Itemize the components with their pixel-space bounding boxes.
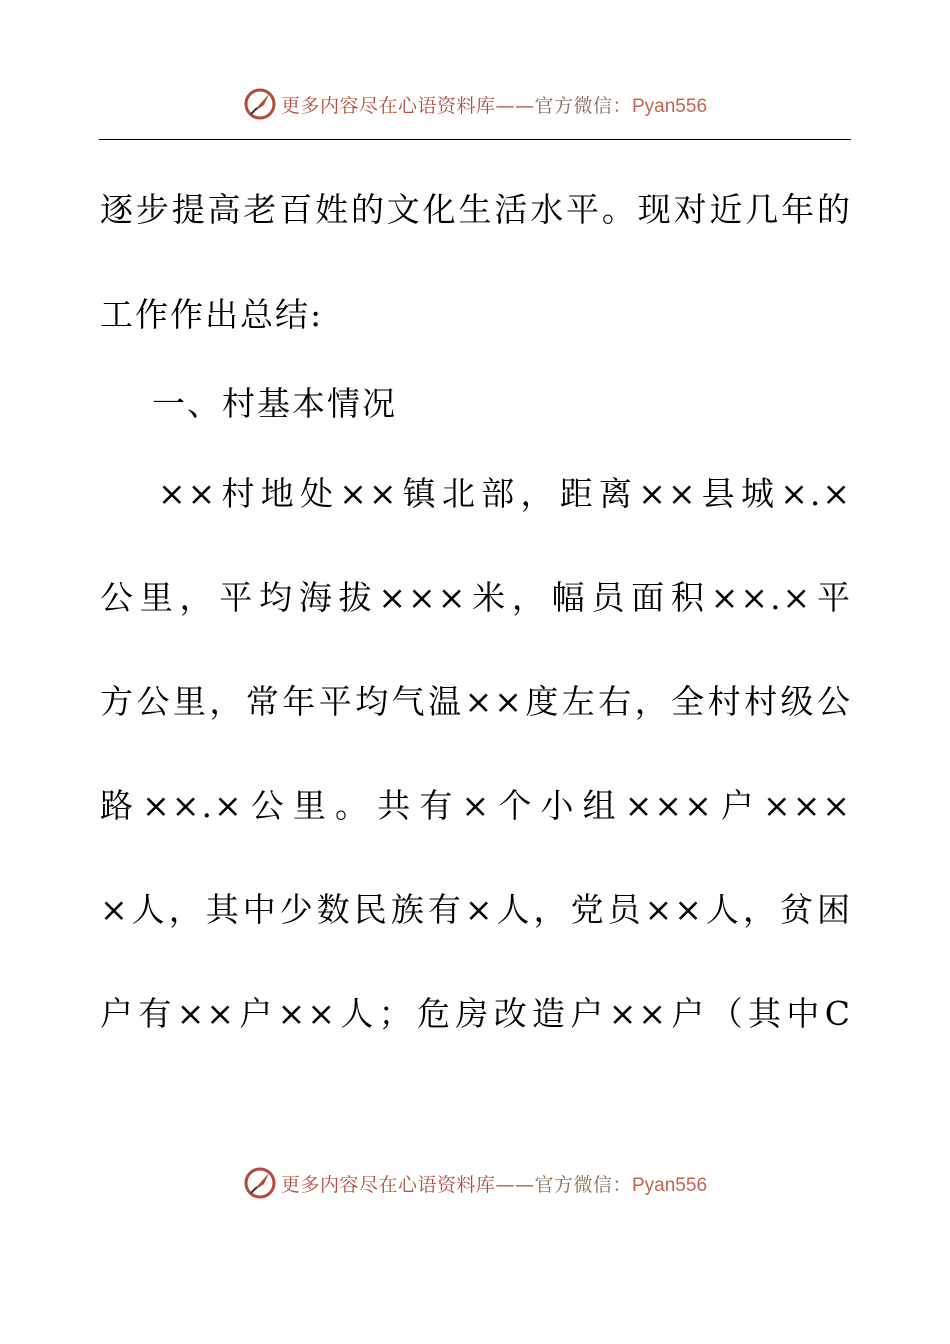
section-heading: 一、村基本情况	[152, 384, 397, 423]
body-line-8: ×人，其中少数民族有×人，党员××人，贫困	[100, 890, 852, 929]
body-line-1: 逐步提高老百姓的文化生活水平。现对近几年的	[100, 190, 852, 229]
quill-logo-icon	[243, 1166, 277, 1200]
body-line-4: ××村地处××镇北部，距离××县城×.×	[158, 474, 852, 513]
body-line-5: 公里，平均海拔×××米，幅员面积××.×平	[100, 578, 852, 617]
header-wechat-label: 官方微信：	[534, 94, 632, 117]
footer-watermark-text	[281, 1170, 707, 1197]
quill-logo-icon	[243, 87, 277, 121]
footer-watermark	[0, 1163, 950, 1203]
header-brand-text: 更多内容尽在心语资料库	[280, 94, 496, 117]
header-watermark	[0, 84, 950, 124]
body-line-6: 方公里，常年平均气温××度左右，全村村级公	[100, 682, 852, 721]
footer-separator: ——	[495, 1173, 535, 1196]
footer-wechat-label: 官方微信：	[534, 1173, 632, 1196]
header-wechat-id: Pyan556	[632, 95, 708, 117]
body-line-9: 户有××户××人；危房改造户××户（其中C	[100, 994, 852, 1033]
header-watermark-text	[281, 91, 707, 118]
body-line-7: 路××.×公里。共有×个小组×××户×××	[100, 786, 852, 825]
footer-brand-text: 更多内容尽在心语资料库	[280, 1173, 496, 1196]
header-rule	[99, 139, 851, 140]
header-separator: ——	[495, 94, 535, 117]
footer-wechat-id: Pyan556	[632, 1174, 708, 1196]
body-line-2: 工作作出总结:	[100, 295, 324, 334]
